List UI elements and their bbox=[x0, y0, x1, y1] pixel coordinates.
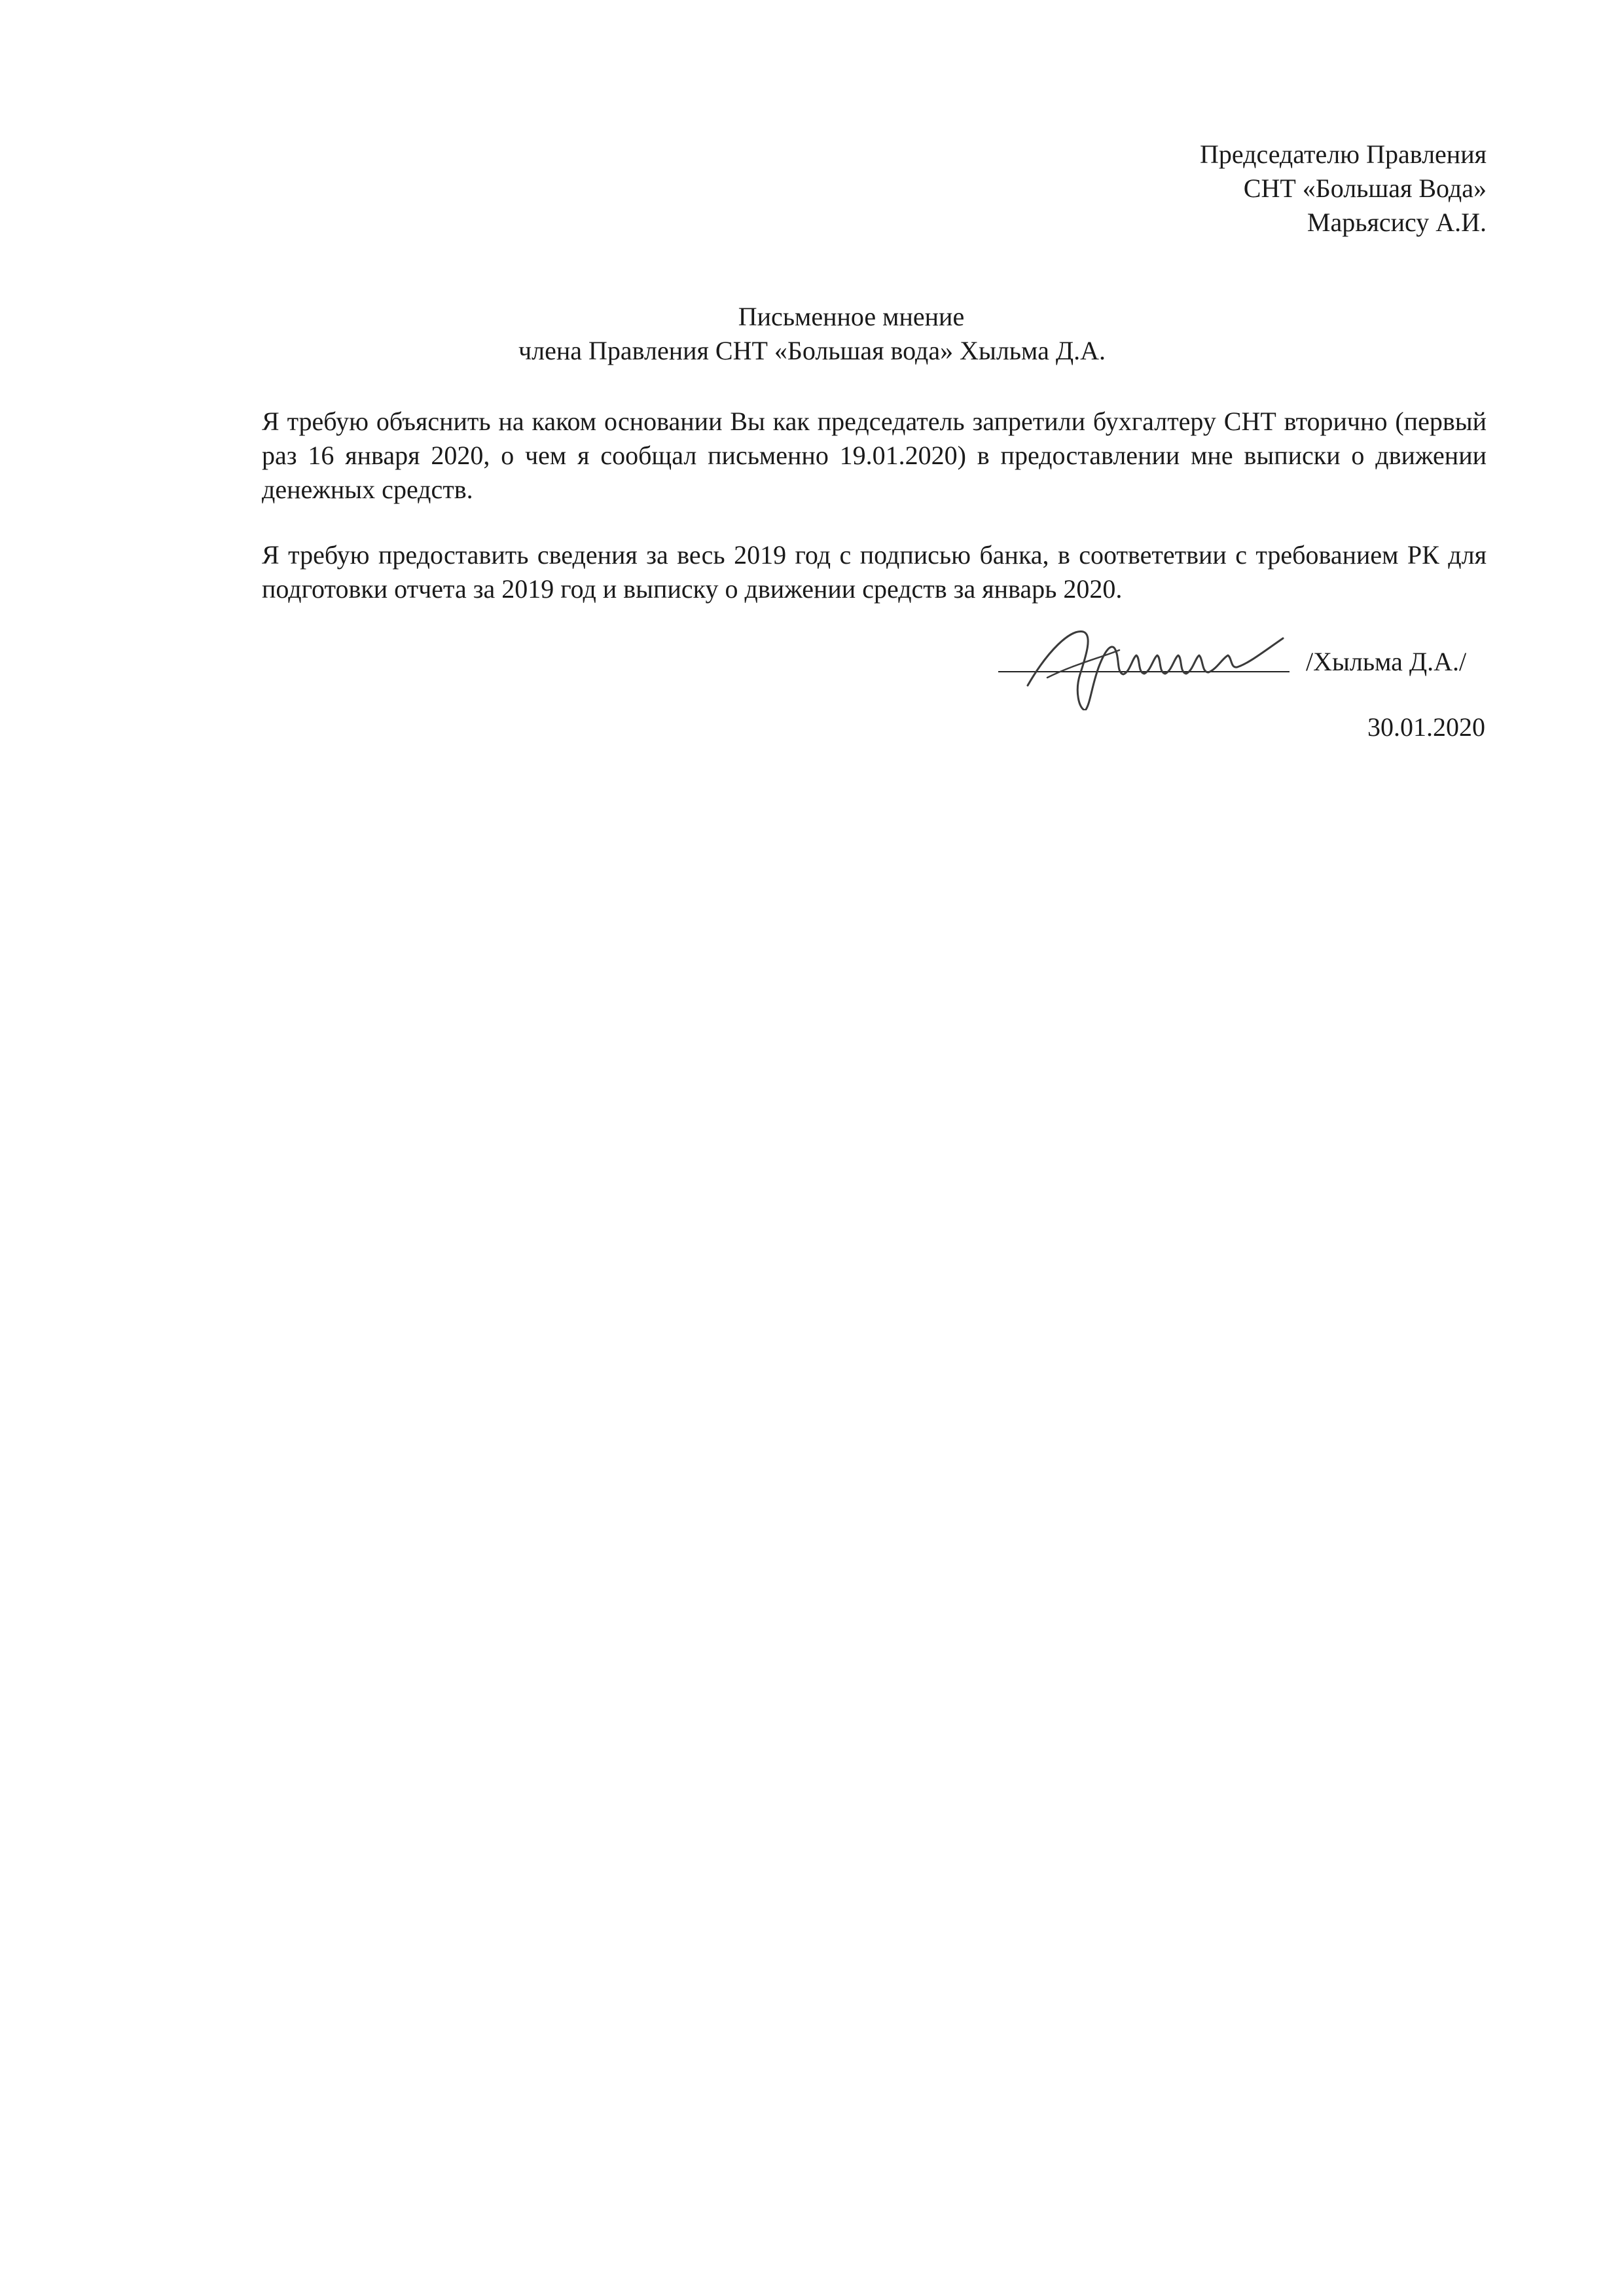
signatory-name: /Хыльма Д.А./ bbox=[1306, 647, 1467, 676]
document-subtitle: члена Правления СНТ «Большая вода» Хыльма Д.А. bbox=[518, 336, 1106, 365]
body-paragraph-2: Я требую предоставить сведения за весь 2019 год с подписью банка, в соответетвии с требованием РК для подготовки отчета за 2019 год и выписку о движении средств за январь 2020. bbox=[262, 540, 1487, 604]
document-heading bbox=[0, 300, 1624, 368]
addressee-organization: СНТ «Большая Вода» bbox=[1243, 173, 1487, 203]
addressee-position: Председателю Правления bbox=[1199, 139, 1487, 169]
signature-block bbox=[982, 612, 1493, 704]
addressee-name: Марьясису А.И. bbox=[1307, 208, 1487, 237]
handwritten-signature bbox=[1001, 612, 1309, 710]
addressee-block bbox=[897, 137, 1487, 240]
body-paragraph-1: Я требую объяснить на каком основании Вы как председатель запретили бухгалтеру СНТ вторично (первый раз 16 января 2020, о чем я сообщал письменно 19.01.2020) в предоставлении мне выписки о движении денежных средств. bbox=[262, 407, 1487, 504]
document-date: 30.01.2020 bbox=[1367, 712, 1485, 742]
document-title: Письменное мнение bbox=[738, 302, 965, 331]
